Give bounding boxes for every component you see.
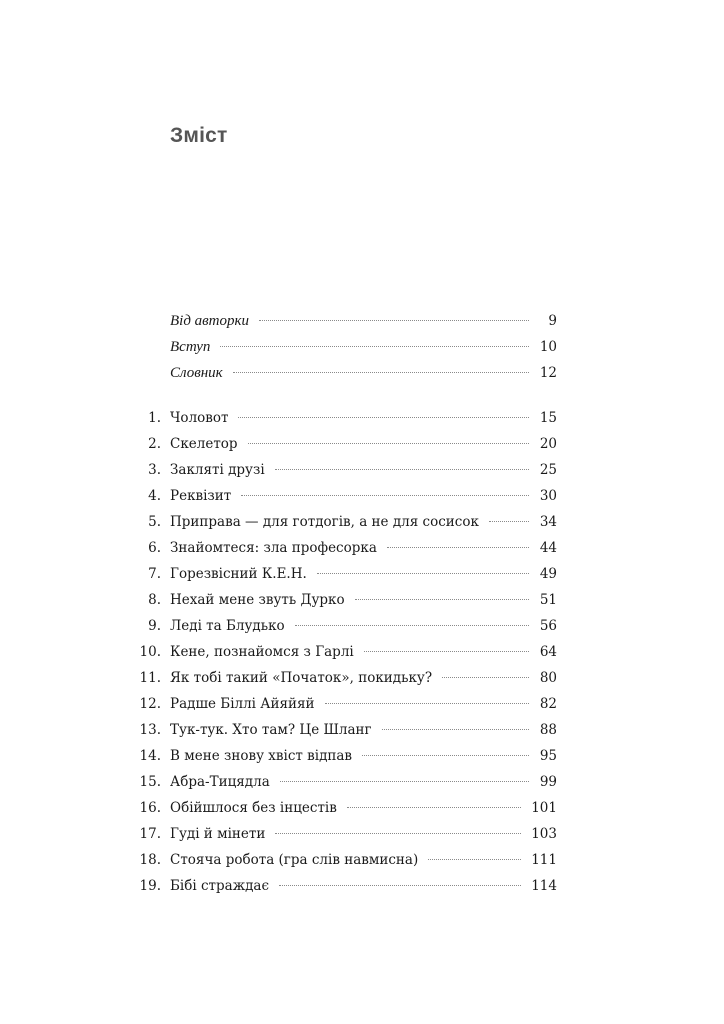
toc-chapter-item	[0, 693, 724, 715]
toc-front-item	[0, 362, 724, 384]
toc-page-number: 64	[539, 644, 557, 660]
toc-chapter-item	[0, 407, 724, 429]
dot-leader	[259, 320, 529, 321]
toc-page-number: 34	[539, 514, 557, 530]
toc-chapter-item	[0, 641, 724, 663]
toc-chapter-item	[0, 719, 724, 741]
toc-label: Вступ	[170, 339, 211, 355]
toc-chapter-item	[0, 771, 724, 793]
toc-page-number: 12	[539, 365, 557, 381]
toc-label: Як тобі такий «Початок», покидьку?	[170, 670, 433, 686]
dot-leader	[382, 729, 529, 730]
toc-page-number: 56	[539, 618, 557, 634]
dot-leader	[317, 573, 529, 574]
dot-leader	[279, 885, 521, 886]
dot-leader	[442, 677, 529, 678]
toc-chapter-item	[0, 485, 724, 507]
chapter-number: 1.	[148, 410, 161, 426]
chapter-number: 5.	[148, 514, 161, 530]
toc-chapter-item	[0, 849, 724, 871]
toc-page-number: 95	[539, 748, 557, 764]
toc-chapter-item	[0, 745, 724, 767]
chapter-number: 18.	[139, 852, 161, 868]
toc-label: Бібі страждає	[170, 878, 270, 894]
toc-page-number: 30	[539, 488, 557, 504]
chapter-number: 7.	[148, 566, 161, 582]
dot-leader	[238, 417, 529, 418]
dot-leader	[220, 346, 529, 347]
toc-label: Словник	[170, 365, 223, 381]
toc-page-number: 49	[539, 566, 557, 582]
toc-chapter-item	[0, 433, 724, 455]
chapter-number: 14.	[139, 748, 161, 764]
toc-label: Кене, познайомся з Гарлі	[170, 644, 354, 660]
chapter-number: 9.	[148, 618, 161, 634]
toc-chapter-item	[0, 875, 724, 897]
chapter-number: 3.	[148, 462, 161, 478]
chapter-number: 15.	[139, 774, 161, 790]
toc-chapter-item	[0, 823, 724, 845]
toc-label: Від авторки	[170, 313, 250, 329]
dot-leader	[233, 372, 529, 373]
toc-chapter-item	[0, 797, 724, 819]
toc-chapter-item	[0, 589, 724, 611]
dot-leader	[428, 859, 521, 860]
toc-page-number: 20	[539, 436, 557, 452]
toc-label: Приправа — для готдогів, а не для сосисок	[170, 514, 479, 530]
dot-leader	[362, 755, 529, 756]
toc-chapter-item	[0, 511, 724, 533]
chapter-number: 2.	[148, 436, 161, 452]
toc-label: В мене знову хвіст відпав	[170, 748, 353, 764]
chapter-number: 10.	[139, 644, 161, 660]
dot-leader	[387, 547, 529, 548]
toc-chapter-item	[0, 537, 724, 559]
chapter-number: 11.	[139, 670, 161, 686]
toc-page-number: 103	[531, 826, 557, 842]
chapter-number: 16.	[139, 800, 161, 816]
toc-label: Леді та Блудько	[170, 618, 285, 634]
dot-leader	[355, 599, 529, 600]
toc-page-number: 51	[539, 592, 557, 608]
toc-page-number: 25	[539, 462, 557, 478]
toc-label: Тук-тук. Хто там? Це Шланг	[170, 722, 372, 738]
toc-page-number: 15	[539, 410, 557, 426]
page-title: Зміст	[170, 124, 228, 147]
chapter-number: 6.	[148, 540, 161, 556]
dot-leader	[325, 703, 529, 704]
dot-leader	[489, 521, 529, 522]
toc-label: Абра-Тицядла	[170, 774, 270, 790]
chapter-number: 13.	[139, 722, 161, 738]
dot-leader	[364, 651, 529, 652]
toc-label: Скелетор	[170, 436, 238, 452]
toc-page-number: 9	[548, 313, 557, 329]
toc-page-number: 80	[539, 670, 557, 686]
toc-page-number: 10	[539, 339, 557, 355]
toc-label: Радше Біллі Айяйяй	[170, 696, 315, 712]
chapter-number: 17.	[139, 826, 161, 842]
toc-front-item	[0, 336, 724, 358]
toc-label: Чоловот	[170, 410, 229, 426]
toc-label: Закляті друзі	[170, 462, 265, 478]
toc-chapter-item	[0, 615, 724, 637]
chapter-number: 8.	[148, 592, 161, 608]
toc-page-number: 88	[539, 722, 557, 738]
toc-page-number: 44	[539, 540, 557, 556]
toc-front-item	[0, 310, 724, 332]
dot-leader	[248, 443, 529, 444]
toc-label: Стояча робота (гра слів навмисна)	[170, 852, 419, 868]
toc-page-number: 114	[531, 878, 557, 894]
toc-label: Реквізит	[170, 488, 232, 504]
toc-page-number: 99	[539, 774, 557, 790]
dot-leader	[295, 625, 529, 626]
toc-label: Гуді й мінети	[170, 826, 266, 842]
toc-label: Обійшлося без інцестів	[170, 800, 337, 816]
dot-leader	[280, 781, 529, 782]
toc-label: Горезвісний К.Е.Н.	[170, 566, 307, 582]
chapter-number: 12.	[139, 696, 161, 712]
chapter-number: 19.	[139, 878, 161, 894]
dot-leader	[275, 833, 521, 834]
toc-page-number: 101	[531, 800, 557, 816]
toc-chapter-item	[0, 667, 724, 689]
dot-leader	[347, 807, 521, 808]
toc-page-number: 111	[531, 852, 557, 868]
toc-page-number: 82	[539, 696, 557, 712]
dot-leader	[275, 469, 529, 470]
toc-chapter-item	[0, 563, 724, 585]
toc-chapter-item	[0, 459, 724, 481]
toc-label: Знайомтеся: зла професорка	[170, 540, 377, 556]
dot-leader	[241, 495, 529, 496]
toc-label: Нехай мене звуть Дурко	[170, 592, 345, 608]
chapter-number: 4.	[148, 488, 161, 504]
